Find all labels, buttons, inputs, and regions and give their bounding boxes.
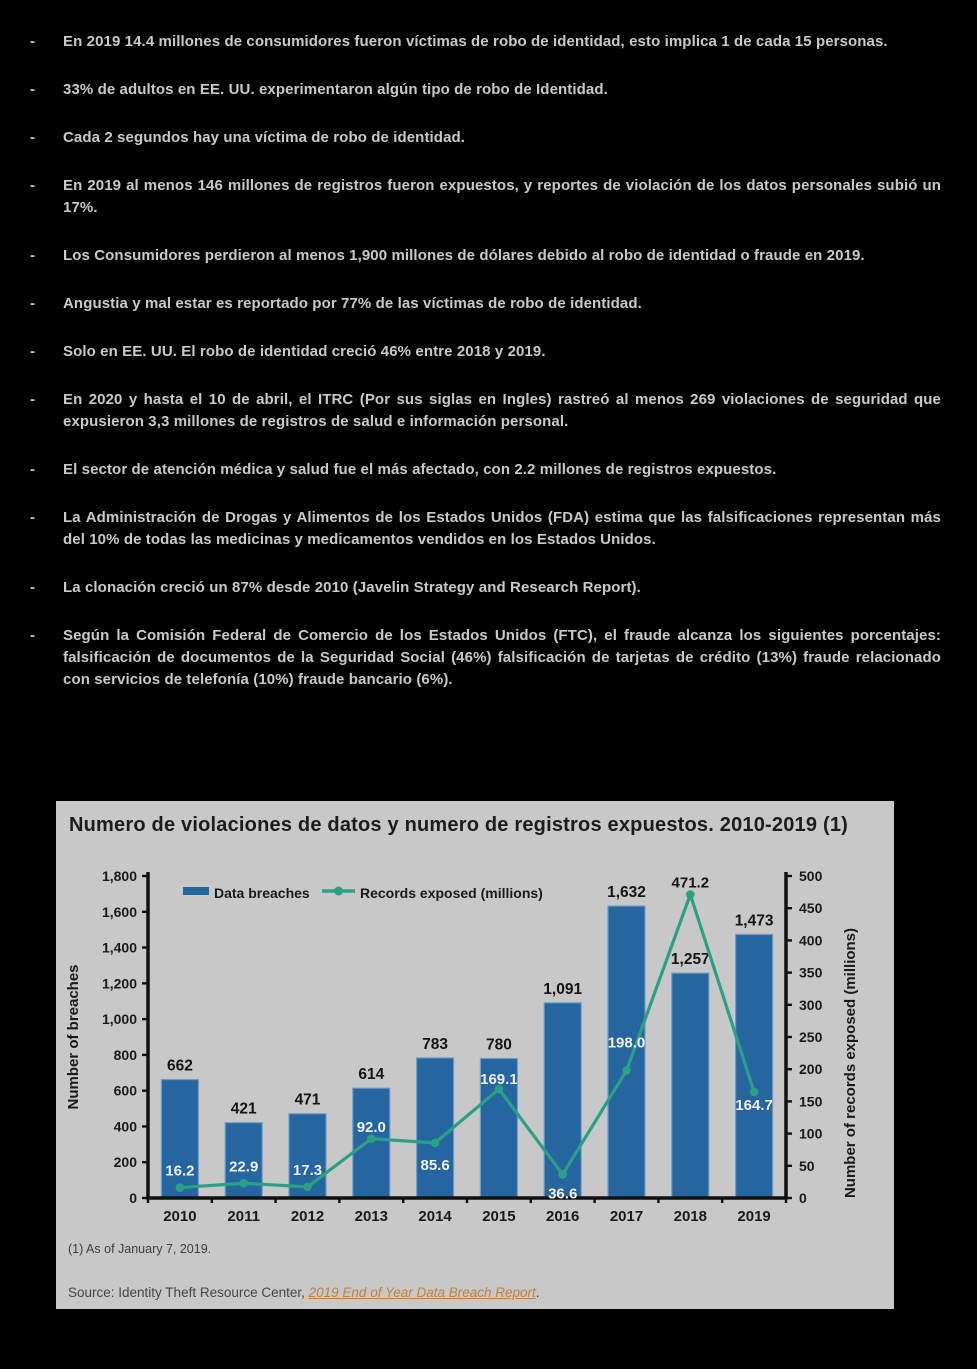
bullet-text: En 2020 y hasta el 10 de abril, el ITRC (Por sus siglas en Ingles) rastreó al menos 269 violaciones de seguridad que expusieron 3,3 millones de registros de salud e información personal.: [63, 391, 941, 430]
bullet-dash: -: [30, 391, 35, 408]
bullet-text: Angustia y mal estar es reportado por 77% de las víctimas de robo de identidad.: [63, 295, 642, 312]
bullet-dash: -: [30, 509, 35, 526]
line-point: [303, 1183, 312, 1192]
line-point: [622, 1066, 631, 1075]
line-value-label: 36.6: [548, 1185, 578, 1203]
chart-panel: [56, 801, 894, 1309]
left-axis-tick: 1,600: [101, 903, 137, 920]
left-axis-tick: 1,800: [101, 868, 137, 884]
right-axis-tick: 300: [799, 996, 823, 1013]
bar-value-label: 662: [166, 1057, 193, 1075]
bullet-dash: -: [30, 33, 35, 50]
line-value-label: 92.0: [356, 1118, 386, 1136]
line-value-label: 164.7: [735, 1096, 773, 1114]
category-label: 2018: [673, 1208, 707, 1225]
left-axis-tick: 1,000: [101, 1011, 137, 1028]
bar-2019: [736, 934, 773, 1198]
bar-value-label: 1,632: [607, 884, 646, 902]
bar-2016: [544, 1003, 581, 1198]
source-link[interactable]: 2019 End of Year Data Breach Report: [308, 1285, 536, 1300]
right-axis-tick: 50: [799, 1157, 815, 1174]
bullet-item: [30, 459, 941, 481]
bar-value-label: 1,091: [543, 980, 583, 998]
left-axis-tick: 200: [113, 1154, 137, 1171]
bullet-item: [30, 293, 941, 315]
bullet-text: 33% de adultos en EE. UU. experimentaron algún tipo de robo de Identidad.: [63, 81, 608, 98]
bullet-dash: -: [30, 81, 35, 98]
line-value-label: 85.6: [420, 1156, 450, 1174]
chart-source: [68, 1285, 540, 1300]
bar-value-label: 1,473: [734, 912, 774, 930]
category-label: 2015: [482, 1208, 516, 1225]
bar-2017: [608, 906, 645, 1198]
bullet-text: Los Consumidores perdieron al menos 1,900 millones de dólares debido al robo de identidad o fraude en 2019.: [63, 247, 865, 264]
right-axis-tick: 200: [799, 1061, 823, 1078]
left-axis-tick: 1,400: [101, 939, 137, 956]
bar-2018: [672, 973, 709, 1198]
bullet-dash: -: [30, 627, 35, 644]
chart-title: Numero de violaciones de datos y numero de registros expuestos. 2010-2019 (1): [69, 814, 849, 836]
left-axis-title: Number of breaches: [65, 964, 82, 1110]
legend-line-label: Records exposed (millions): [360, 885, 543, 901]
bullet-text: En 2019 14.4 millones de consumidores fueron víctimas de robo de identidad, esto implica 1 de cada 15 personas.: [63, 33, 888, 50]
bullet-dash: -: [30, 129, 35, 146]
source-suffix: .: [535, 1285, 540, 1300]
category-label: 2013: [354, 1208, 388, 1225]
bullet-item: [30, 341, 941, 363]
line-value-label: 22.9: [229, 1158, 259, 1176]
right-axis-tick: 250: [799, 1029, 823, 1045]
bullet-item: [30, 577, 941, 599]
bullet-text: Solo en EE. UU. El robo de identidad creció 46% entre 2018 y 2019.: [63, 343, 546, 360]
bullet-dash: -: [30, 295, 35, 312]
chart-footnote: (1) As of January 7, 2019.: [68, 1242, 212, 1256]
bar-value-label: 421: [230, 1100, 257, 1118]
line-point: [558, 1170, 567, 1179]
bullet-item: [30, 507, 941, 551]
bullet-text: En 2019 al menos 146 millones de registros fueron expuestos, y reportes de violación de los datos personales subió un 17%.: [63, 177, 941, 216]
category-label: 2010: [163, 1208, 197, 1225]
bullet-item: [30, 625, 941, 691]
legend-bar-swatch: [183, 887, 209, 895]
legend-line-marker: [334, 887, 343, 896]
category-label: 2011: [227, 1208, 260, 1225]
legend-bar-label: Data breaches: [214, 885, 310, 901]
bullet-item: [30, 79, 941, 101]
line-point: [431, 1139, 440, 1148]
bullet-dash: -: [30, 461, 35, 478]
bullet-dash: -: [30, 247, 35, 264]
bar-value-label: 1,257: [670, 951, 710, 969]
records-line: [180, 895, 754, 1188]
left-axis-tick: 800: [113, 1046, 137, 1063]
line-value-label: 17.3: [292, 1161, 323, 1179]
source-prefix: Source: Identity Theft Resource Center,: [68, 1285, 309, 1300]
left-axis-tick: 1,200: [101, 975, 137, 992]
left-axis-tick: 400: [113, 1118, 137, 1135]
category-label: 2016: [546, 1208, 580, 1225]
bar-2010: [161, 1080, 198, 1198]
right-axis-title: Number of records exposed (millions): [842, 927, 859, 1199]
right-axis-tick: 500: [799, 868, 823, 884]
right-axis-tick: 450: [799, 900, 823, 917]
right-axis-tick: 150: [799, 1093, 823, 1110]
line-value-label: 169.1: [480, 1071, 518, 1089]
category-label: 2012: [290, 1208, 325, 1225]
bar-value-label: 783: [422, 1035, 449, 1053]
bullet-text: La Administración de Drogas y Alimentos de los Estados Unidos (FDA) estima que las falsificaciones representan más del 10% de todas las medicinas y medicamentos vendidos en los Estados Unidos.: [63, 509, 941, 548]
right-axis-tick: 100: [799, 1125, 823, 1142]
bullet-text: El sector de atención médica y salud fue el más afectado, con 2.2 millones de registros expuestos.: [63, 461, 777, 478]
bar-2014: [417, 1058, 454, 1198]
bullet-dash: -: [30, 579, 35, 596]
bullet-text: Cada 2 segundos hay una víctima de robo de identidad.: [63, 129, 466, 146]
bar-value-label: 471: [294, 1091, 321, 1109]
bullet-item: [30, 245, 941, 267]
right-axis-tick: 350: [799, 964, 823, 981]
line-value-label: 471.2: [671, 874, 710, 892]
line-point: [239, 1179, 248, 1188]
bullet-dash: -: [30, 177, 35, 194]
bullet-item: [30, 127, 941, 149]
category-label: 2019: [737, 1208, 771, 1225]
line-point: [176, 1183, 185, 1192]
left-axis-tick: 600: [113, 1082, 137, 1099]
bar-2013: [353, 1088, 390, 1198]
category-label: 2017: [609, 1208, 644, 1225]
breaches-chart: [56, 801, 894, 1231]
line-value-label: 16.2: [165, 1162, 195, 1180]
bullet-text: La clonación creció un 87% desde 2010 (Javelin Strategy and Research Report).: [63, 579, 641, 596]
left-axis-tick: 0: [129, 1190, 137, 1206]
category-label: 2014: [418, 1208, 452, 1225]
bullet-item: [30, 389, 941, 433]
right-axis-tick: 0: [799, 1190, 807, 1206]
bullet-dash: -: [30, 343, 35, 360]
bar-value-label: 614: [358, 1066, 385, 1084]
line-value-label: 198.0: [607, 1034, 646, 1052]
bullet-item: [30, 31, 941, 53]
bullet-text: Según la Comisión Federal de Comercio de los Estados Unidos (FTC), el fraude alcanza los siguientes porcentajes: falsificación de documentos de la Seguridad Social (46%) falsificación de tarjetas de crédito (13%) fraude relacionado con servicios de telefonía (10%) fraude bancario (6%).: [63, 627, 941, 688]
right-axis-tick: 400: [799, 932, 823, 949]
line-point: [750, 1088, 759, 1097]
bullet-item: [30, 175, 941, 219]
bar-value-label: 780: [485, 1036, 512, 1054]
